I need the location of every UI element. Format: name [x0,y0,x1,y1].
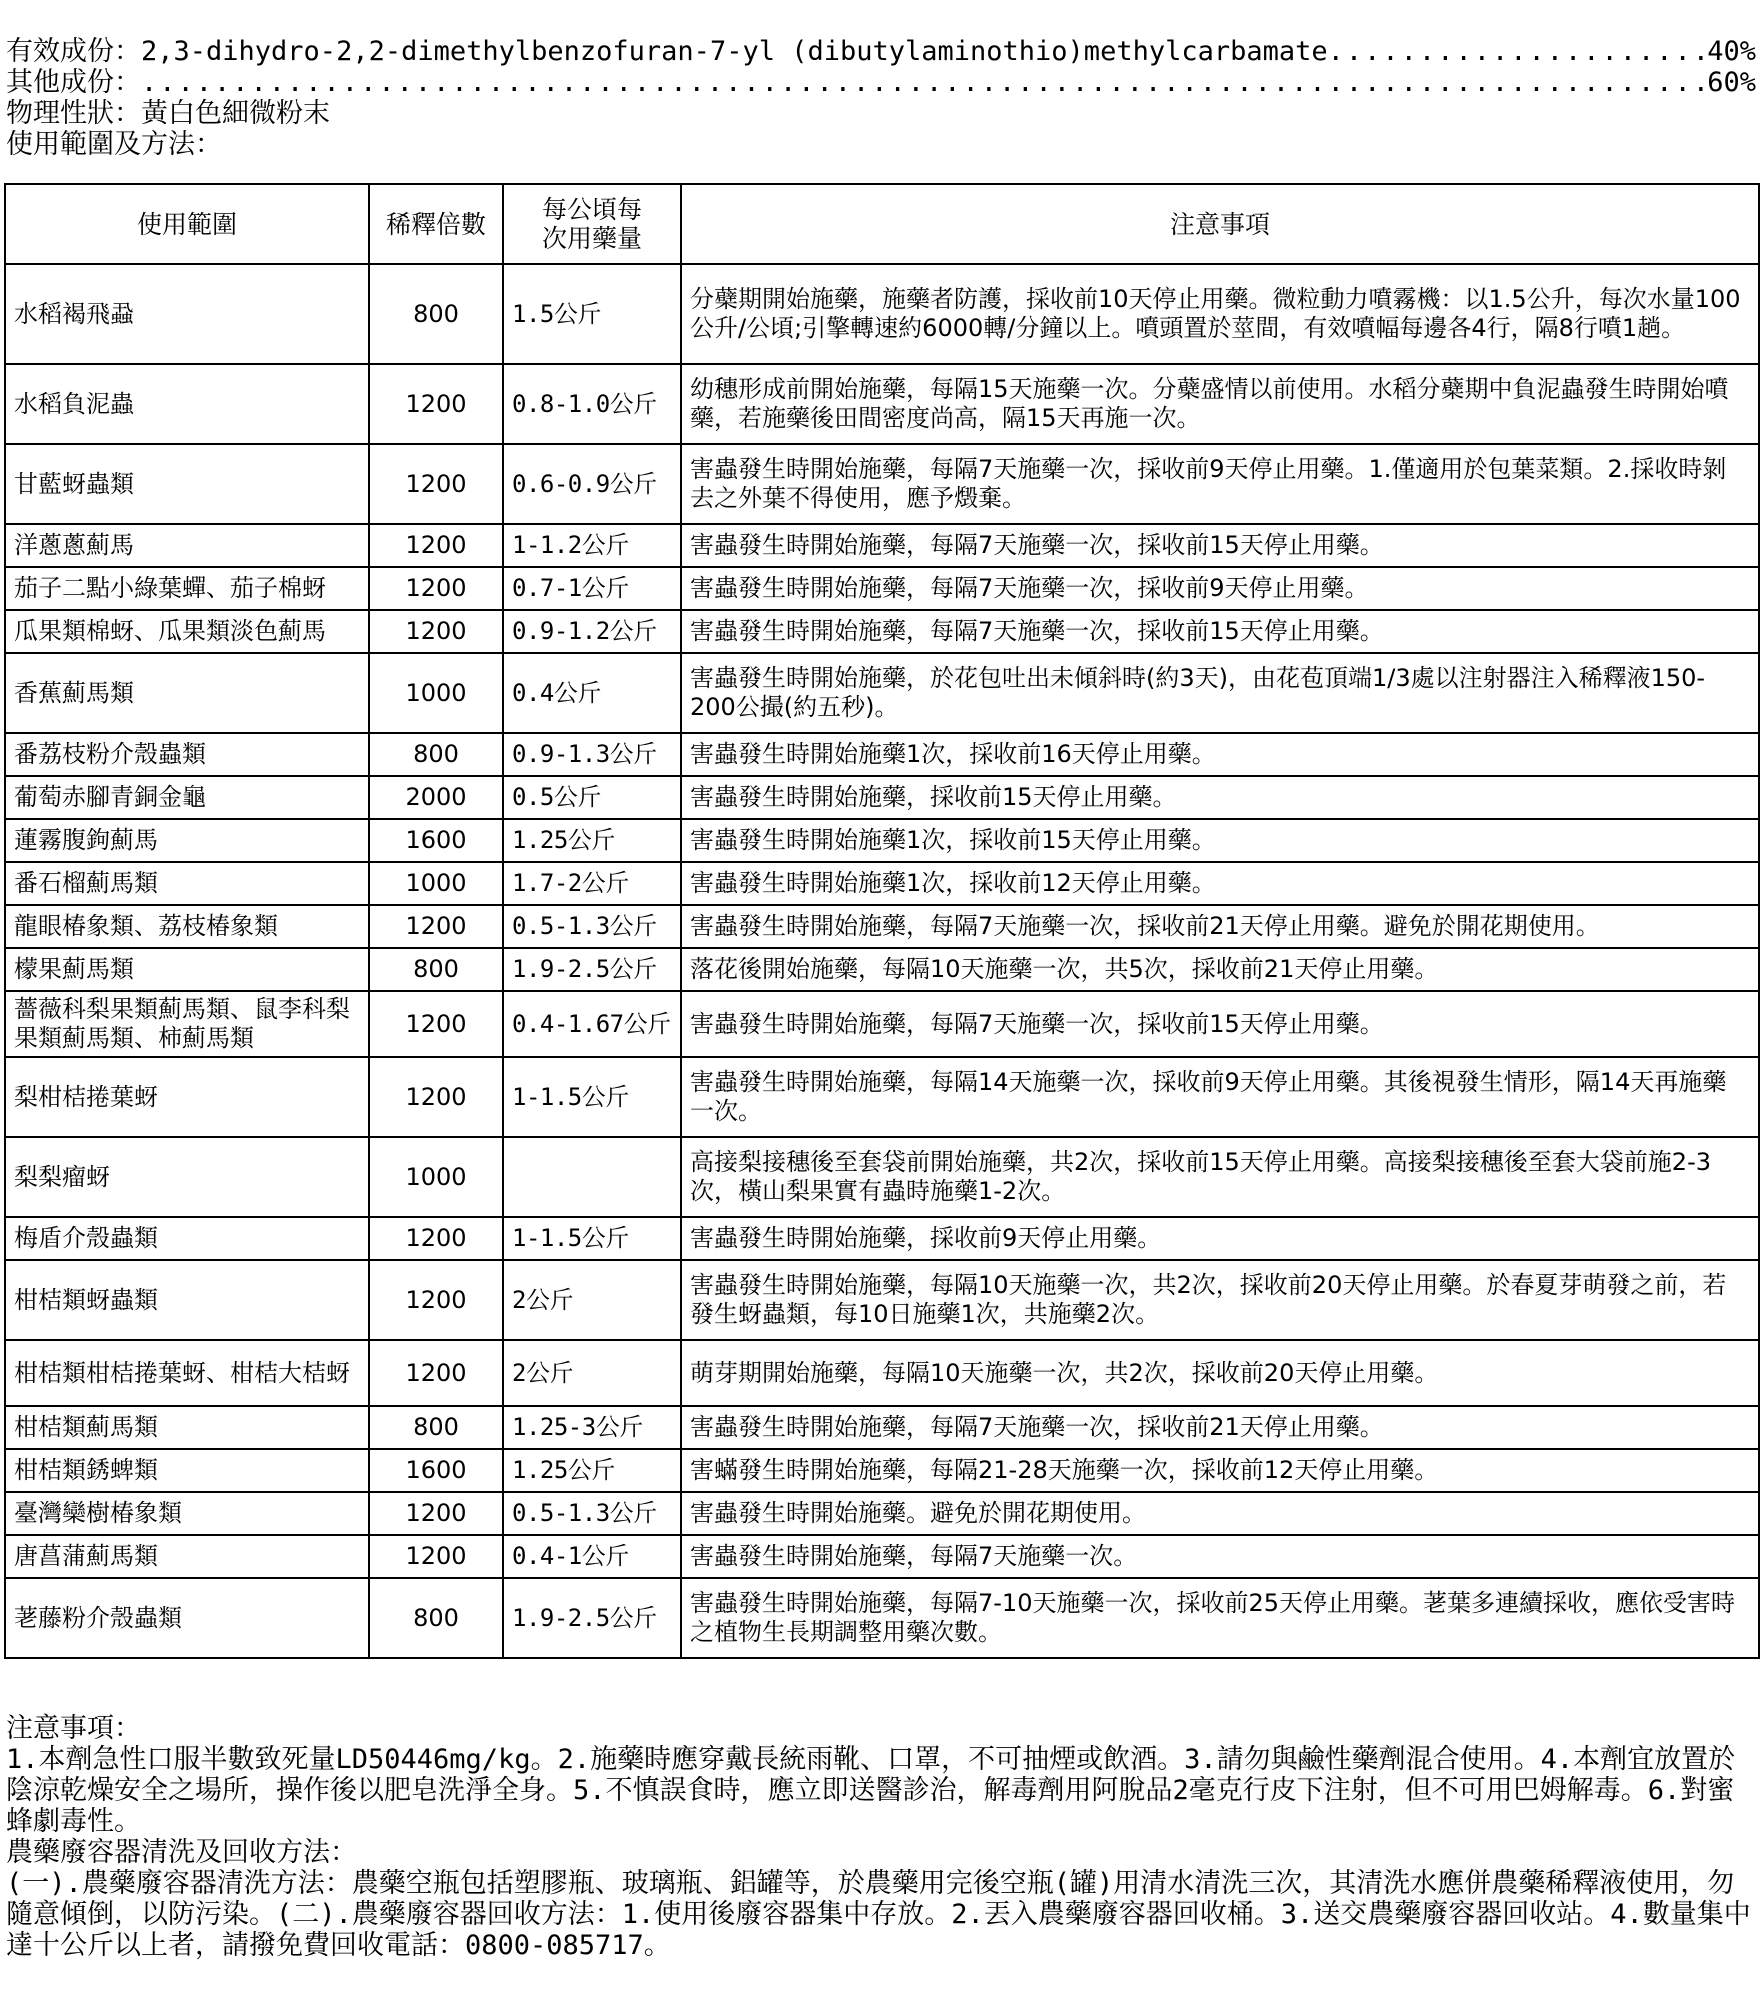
usage-range-cell: 龍眼椿象類、荔枝椿象類 [5,905,369,948]
dilution-cell: 1200 [369,1492,503,1535]
dilution-cell: 1600 [369,1449,503,1492]
dose-cell: 0.8-1.0公斤 [503,364,681,444]
note-cell: 害蟲發生時開始施藥，每隔7天施藥一次，採收前15天停止用藥。 [681,610,1759,653]
table-row [5,1340,1759,1406]
container-title: 農藥廢容器清洗及回收方法： [6,1837,357,1868]
dose-cell: 1.5公斤 [503,264,681,364]
dilution-cell: 1200 [369,524,503,567]
dose-cell: 1-1.2公斤 [503,524,681,567]
dilution-cell: 1200 [369,364,503,444]
usage-range-cell: 檬果薊馬類 [5,948,369,991]
dose-cell: 1.25公斤 [503,819,681,862]
note-cell: 害蟲發生時開始施藥，採收前9天停止用藥。 [681,1217,1759,1260]
note-cell: 害蟲發生時開始施藥，每隔7天施藥一次。 [681,1535,1759,1578]
note-cell: 害蟲發生時開始施藥，每隔14天施藥一次，採收前9天停止用藥。其後視發生情形，隔14天再施藥一次。 [681,1057,1759,1137]
header-usage-range: 使用範圍 [5,184,369,264]
note-cell: 害蟲發生時開始施藥，每隔10天施藥一次，共2次，採收前20天停止用藥。於春夏芽萌發之前，若發生蚜蟲類，每10日施藥1次，共施藥2次。 [681,1260,1759,1340]
dilution-cell: 800 [369,948,503,991]
usage-range-cell: 瓜果類棉蚜、瓜果類淡色薊馬 [5,610,369,653]
table-row [5,905,1759,948]
dose-cell: 0.4公斤 [503,653,681,733]
table-row [5,776,1759,819]
usage-range-cell: 柑桔類柑桔捲葉蚜、柑桔大桔蚜 [5,1340,369,1406]
container-text: (一).農藥廢容器清洗方法：農藥空瓶包括塑膠瓶、玻璃瓶、鋁罐等，於農藥用完後空瓶(罐)用清水清洗三次，其清洗水應併農藥稀釋液使用，勿隨意傾倒，以防污染。(二).農藥廢容器回收方法：1.使用後廢容器集中存放。2.丟入農藥廢容器回收桶。3.送交農藥廢容器回收站。4.數量集中達十公斤以上者，請撥免費回收電話：0800-085717。 [6,1868,1751,1961]
note-cell: 高接梨接穗後至套袋前開始施藥，共2次，採收前15天停止用藥。高接梨接穗後至套大袋前施2-3次，橫山梨果實有蟲時施藥1-2次。 [681,1137,1759,1217]
note-cell: 害蟲發生時開始施藥。避免於開花期使用。 [681,1492,1759,1535]
header-dose: 每公頃每次用藥量 [503,184,681,264]
note-cell: 幼穗形成前開始施藥，每隔15天施藥一次。分蘗盛情以前使用。水稻分蘗期中負泥蟲發生時開始噴藥，若施藥後田間密度尚高，隔15天再施一次。 [681,364,1759,444]
usage-table [4,183,1760,1659]
active-ingredient-line [6,36,1756,67]
table-row [5,1137,1759,1217]
usage-range-cell: 洋蔥蔥薊馬 [5,524,369,567]
note-cell: 害蟲發生時開始施藥，每隔7天施藥一次，採收前21天停止用藥。避免於開花期使用。 [681,905,1759,948]
other-ingredient-percent: 60% [1707,67,1756,98]
dilution-cell: 1200 [369,1260,503,1340]
active-ingredient-text: 2,3-dihydro-2,2-dimethylbenzofuran-7-yl (dibutylaminothio)methylcarbamate [141,36,1328,67]
label-header [6,36,1756,160]
usage-range-cell: 水稻褐飛蝨 [5,264,369,364]
usage-range-cell: 香蕉薊馬類 [5,653,369,733]
dose-cell: 0.5-1.3公斤 [503,1492,681,1535]
dilution-cell: 2000 [369,776,503,819]
table-row [5,1260,1759,1340]
note-cell: 害蟲發生時開始施藥，每隔7天施藥一次，採收前9天停止用藥。1.僅適用於包葉菜類。2.採收時剝去之外葉不得使用，應予燬棄。 [681,444,1759,524]
dilution-cell: 800 [369,264,503,364]
dilution-cell: 1200 [369,567,503,610]
caution-text: 1.本劑急性口服半數致死量LD50446mg/kg。2.施藥時應穿戴長統雨靴、口罩，不可抽煙或飲酒。3.請勿與鹼性藥劑混合使用。4.本劑宜放置於陰涼乾燥安全之場所，操作後以肥皂洗淨全身。5.不慎誤食時，應立即送醫診治，解毒劑用阿脫品2毫克行皮下注射，但不可用巴姆解毒。6.對蜜蜂劇毒性。 [6,1744,1736,1837]
other-ingredient-label: 其他成份： [6,67,141,98]
note-cell: 害蟲發生時開始施藥1次，採收前16天停止用藥。 [681,733,1759,776]
usage-range-cell: 柑桔類薊馬類 [5,1406,369,1449]
table-row [5,653,1759,733]
dilution-cell: 1200 [369,1057,503,1137]
note-cell: 萌芽期開始施藥，每隔10天施藥一次，共2次，採收前20天停止用藥。 [681,1340,1759,1406]
dilution-cell: 1200 [369,1535,503,1578]
table-row [5,862,1759,905]
dose-cell: 1.9-2.5公斤 [503,1578,681,1658]
note-cell: 害蟲發生時開始施藥1次，採收前12天停止用藥。 [681,862,1759,905]
dilution-cell: 1200 [369,1340,503,1406]
table-header-row [5,184,1759,264]
table-row [5,264,1759,364]
dose-cell: 0.5-1.3公斤 [503,905,681,948]
note-cell: 害蟲發生時開始施藥，每隔7天施藥一次，採收前15天停止用藥。 [681,991,1759,1057]
dilution-cell: 800 [369,1406,503,1449]
note-cell: 害蟲發生時開始施藥，每隔7天施藥一次，採收前15天停止用藥。 [681,524,1759,567]
table-row [5,444,1759,524]
label-footer [6,1713,1756,1961]
note-cell: 害蟲發生時開始施藥，每隔7-10天施藥一次，採收前25天停止用藥。荖葉多連續採收，應依受害時之植物生長期調整用藥次數。 [681,1578,1759,1658]
dilution-cell: 1200 [369,444,503,524]
dilution-cell: 1200 [369,991,503,1057]
usage-range-cell: 柑桔類銹蜱類 [5,1449,369,1492]
usage-range-cell: 葡萄赤腳青銅金龜 [5,776,369,819]
dilution-cell: 1000 [369,653,503,733]
usage-range-cell: 甘藍蚜蟲類 [5,444,369,524]
table-row [5,1578,1759,1658]
note-cell: 分蘗期開始施藥，施藥者防護，採收前10天停止用藥。微粒動力噴霧機：以1.5公升，每次水量100公升/公頃;引擎轉速約6000轉/分鐘以上。噴頭置於莖間，有效噴幅每邊各4行，隔8行噴1趟。 [681,264,1759,364]
dilution-cell: 1600 [369,819,503,862]
dilution-cell: 1200 [369,905,503,948]
table-row [5,567,1759,610]
usage-range-cell: 番石榴薊馬類 [5,862,369,905]
dot-leader [1328,36,1708,67]
table-row [5,1492,1759,1535]
usage-range-cell: 唐菖蒲薊馬類 [5,1535,369,1578]
dose-cell: 1-1.5公斤 [503,1217,681,1260]
note-cell: 害蟎發生時開始施藥，每隔21-28天施藥一次，採收前12天停止用藥。 [681,1449,1759,1492]
table-row [5,1406,1759,1449]
table-row [5,1217,1759,1260]
header-dilution: 稀釋倍數 [369,184,503,264]
table-row [5,524,1759,567]
usage-range-cell: 茄子二點小綠葉蟬、茄子棉蚜 [5,567,369,610]
physical-property: 物理性狀：黃白色細微粉末 [6,98,330,129]
caution-title: 注意事項： [6,1713,141,1744]
dose-cell: 1.7-2公斤 [503,862,681,905]
dose-cell: 0.9-1.2公斤 [503,610,681,653]
dilution-cell: 1200 [369,610,503,653]
active-ingredient-label: 有效成份： [6,36,141,67]
table-row [5,610,1759,653]
dilution-cell: 800 [369,1578,503,1658]
dose-cell: 1-1.5公斤 [503,1057,681,1137]
other-ingredient-line [6,67,1756,98]
usage-title: 使用範圍及方法： [6,129,222,160]
table-row [5,991,1759,1057]
usage-range-cell: 梨梨瘤蚜 [5,1137,369,1217]
usage-range-cell: 薔薇科梨果類薊馬類、鼠李科梨果類薊馬類、柿薊馬類 [5,991,369,1057]
dose-cell: 1.9-2.5公斤 [503,948,681,991]
dose-cell: 0.9-1.3公斤 [503,733,681,776]
dose-cell: 0.7-1公斤 [503,567,681,610]
usage-range-cell: 柑桔類蚜蟲類 [5,1260,369,1340]
dose-cell: 0.6-0.9公斤 [503,444,681,524]
dose-cell: 0.5公斤 [503,776,681,819]
dose-cell: 2公斤 [503,1260,681,1340]
table-row [5,819,1759,862]
note-cell: 害蟲發生時開始施藥，於花包吐出未傾斜時(約3天)，由花苞頂端1/3處以注射器注入稀釋液150-200公撮(約五秒)。 [681,653,1759,733]
dose-cell: 1.25公斤 [503,1449,681,1492]
table-row [5,1057,1759,1137]
dilution-cell: 1000 [369,862,503,905]
usage-range-cell: 梅盾介殼蟲類 [5,1217,369,1260]
usage-range-cell: 梨柑桔捲葉蚜 [5,1057,369,1137]
table-row [5,733,1759,776]
dot-leader [141,67,1707,98]
table-row [5,364,1759,444]
note-cell: 害蟲發生時開始施藥，每隔7天施藥一次，採收前21天停止用藥。 [681,1406,1759,1449]
dose-cell: 0.4-1公斤 [503,1535,681,1578]
usage-range-cell: 荖藤粉介殼蟲類 [5,1578,369,1658]
usage-range-cell: 水稻負泥蟲 [5,364,369,444]
dose-cell: 2公斤 [503,1340,681,1406]
table-row [5,948,1759,991]
dilution-cell: 800 [369,733,503,776]
note-cell: 害蟲發生時開始施藥1次，採收前15天停止用藥。 [681,819,1759,862]
usage-range-cell: 番荔枝粉介殼蟲類 [5,733,369,776]
usage-range-cell: 蓮霧腹鉤薊馬 [5,819,369,862]
dose-cell [503,1137,681,1217]
table-row [5,1535,1759,1578]
table-row [5,1449,1759,1492]
active-ingredient-percent: 40% [1707,36,1756,67]
note-cell: 害蟲發生時開始施藥，每隔7天施藥一次，採收前9天停止用藥。 [681,567,1759,610]
dilution-cell: 1200 [369,1217,503,1260]
dose-cell: 0.4-1.67公斤 [503,991,681,1057]
usage-range-cell: 臺灣欒樹椿象類 [5,1492,369,1535]
note-cell: 害蟲發生時開始施藥，採收前15天停止用藥。 [681,776,1759,819]
dilution-cell: 1000 [369,1137,503,1217]
note-cell: 落花後開始施藥，每隔10天施藥一次，共5次，採收前21天停止用藥。 [681,948,1759,991]
header-notes: 注意事項 [681,184,1759,264]
dose-cell: 1.25-3公斤 [503,1406,681,1449]
